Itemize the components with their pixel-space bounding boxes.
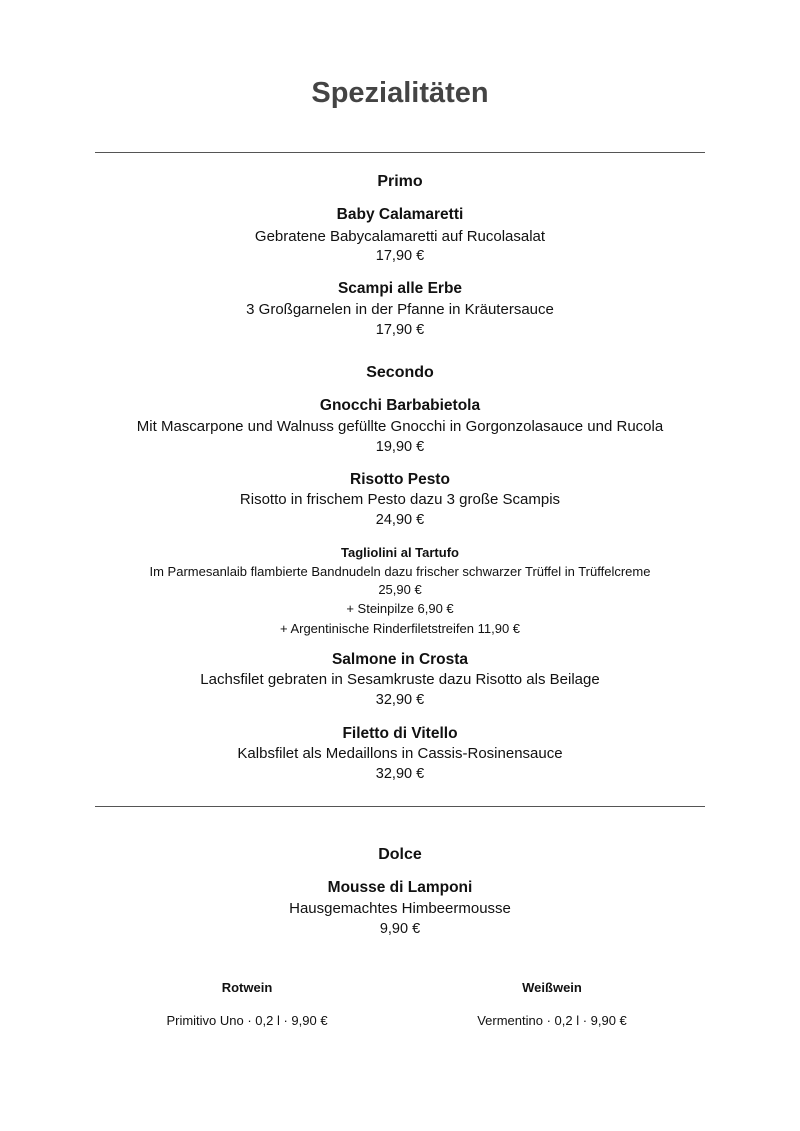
section-heading-dolce: Dolce	[378, 846, 422, 863]
dish-name: Baby Calamaretti	[336, 206, 464, 223]
dish-name: Tagliolini al Tartufo	[341, 545, 459, 560]
dish-name: Filetto di Vitello	[342, 725, 458, 742]
wine-heading-red: Rotwein	[221, 980, 273, 995]
dish-name: Scampi alle Erbe	[337, 280, 463, 297]
dish-description: Lachsfilet gebraten in Sesamkruste dazu Risotto als Beilage	[200, 671, 600, 688]
dish-description: Im Parmesanlaib flambierte Bandnudeln dazu frischer schwarzer Trüffel in Trüffelcreme	[149, 564, 651, 579]
dish-extra: + Argentinische Rinderfiletstreifen 11,90 €	[279, 621, 521, 636]
dish-price: 17,90 €	[375, 322, 425, 338]
dish-price: 25,90 €	[378, 582, 422, 597]
dish-price: 32,90 €	[375, 692, 425, 708]
dish-price: 32,90 €	[375, 766, 425, 782]
dish-name: Gnocchi Barbabietola	[319, 397, 481, 414]
dish-price: 19,90 €	[375, 439, 425, 455]
section-heading-primo: Primo	[377, 173, 423, 190]
divider	[95, 152, 705, 153]
wine-heading-white: Weißwein	[522, 980, 582, 995]
dish-description: 3 Großgarnelen in der Pfanne in Kräutersauce	[246, 301, 554, 318]
dish-description: Mit Mascarpone und Walnuss gefüllte Gnocchi in Gorgonzolasauce und Rucola	[136, 418, 664, 435]
section-heading-secondo: Secondo	[366, 364, 434, 381]
dish-price: 9,90 €	[379, 921, 421, 937]
divider	[95, 806, 705, 807]
wine-entry-red: Primitivo Uno · 0,2 l · 9,90 €	[166, 1013, 328, 1028]
dish-description: Gebratene Babycalamaretti auf Rucolasalat	[254, 228, 546, 245]
dish-name: Risotto Pesto	[350, 471, 450, 488]
dish-description: Risotto in frischem Pesto dazu 3 große Scampis	[239, 491, 561, 508]
dish-description: Hausgemachtes Himbeermousse	[289, 900, 511, 917]
dish-price: 17,90 €	[375, 248, 425, 264]
dish-name: Salmone in Crosta	[331, 651, 469, 668]
page-title: Spezialitäten	[311, 77, 489, 109]
dish-description: Kalbsfilet als Medaillons in Cassis-Rosinensauce	[237, 745, 563, 762]
dish-extra: + Steinpilze 6,90 €	[346, 601, 454, 616]
dish-name: Mousse di Lamponi	[327, 879, 473, 896]
dish-price: 24,90 €	[375, 512, 425, 528]
wine-entry-white: Vermentino · 0,2 l · 9,90 €	[477, 1013, 627, 1028]
